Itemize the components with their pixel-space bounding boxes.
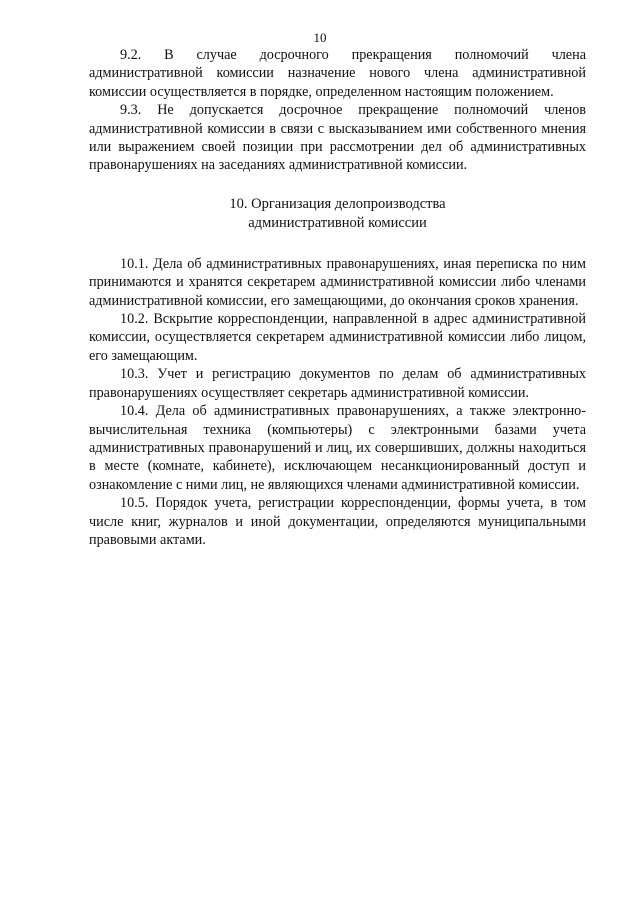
page-number: 10: [313, 30, 327, 45]
paragraph-10-1: 10.1. Дела об административных правонарушениях, иная переписка по ним принимаются и хранятся секретарем административной комиссии либо членами административной комиссии, его замещающими, до окончания сроков хранения.: [89, 255, 586, 309]
section-heading: [89, 195, 586, 233]
document-body: [89, 46, 586, 549]
paragraph-10-4: 10.4. Дела об административных правонарушениях, а также электронно-вычислительная техника (компьютеры) с электронными базами учета административных правонарушений и лиц, их совершивших, должны находиться в месте (комнате, кабинете), исключающем несанкционированный доступ и ознакомление с ними лиц, не являющихся членами административной комиссии.: [89, 403, 586, 493]
paragraph-10-3: 10.3. Учет и регистрацию документов по делам об административных правонарушениях осуществляет секретарь административной комиссии.: [89, 366, 586, 401]
paragraph-9-2: 9.2. В случае досрочного прекращения полномочий члена административной комиссии назначение нового члена административной комиссии осуществляется в порядке, определенном настоящим положением.: [89, 47, 586, 100]
paragraph-10-2: 10.2. Вскрытие корреспонденции, направленной в адрес административной комиссии, осуществляется секретарем административной комиссии либо лицом, его замещающим.: [89, 311, 586, 364]
paragraph-10-5: 10.5. Порядок учета, регистрации корреспонденции, формы учета, в том числе книг, журналов и иной документации, определяются муниципальными правовыми актами.: [89, 495, 586, 548]
section-heading-line-2: административной комиссии: [248, 214, 427, 231]
section-heading-line-1: 10. Организация делопроизводства: [229, 195, 446, 212]
paragraph-9-3: 9.3. Не допускается досрочное прекращение полномочий членов административной комиссии в связи с высказыванием ими собственного мнения или выражением своей позиции при рассмотрении дел об административных правонарушениях на заседаниях административной комиссии.: [89, 102, 586, 174]
